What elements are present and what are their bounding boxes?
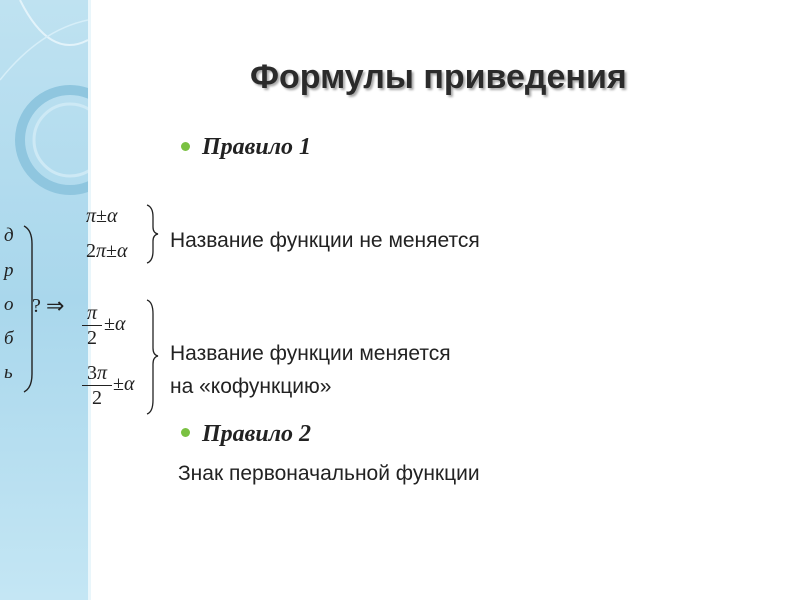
question-mark: ? <box>32 295 41 317</box>
vertical-letter-3: о <box>4 294 14 315</box>
vertical-letter-2: р <box>4 260 14 281</box>
pm-symbol: ± <box>113 373 124 395</box>
pm-symbol: ± <box>104 313 115 335</box>
pi-symbol: π <box>86 205 97 227</box>
formula-pi-pm-alpha <box>86 205 118 228</box>
alpha-symbol: α <box>123 373 135 395</box>
bullet-rule2 <box>181 428 190 437</box>
vertical-letter-5: ь <box>4 362 13 383</box>
three-pi <box>82 362 112 384</box>
bullet-rule1 <box>181 142 190 151</box>
formula-pm-alpha-2 <box>113 373 134 396</box>
alpha-symbol: α <box>114 313 126 335</box>
rule2-label: Правило 2 <box>202 421 312 447</box>
rule1-label: Правило 1 <box>202 134 312 160</box>
pm-symbol: ± <box>106 240 118 262</box>
pm-symbol: ± <box>96 205 108 227</box>
fraction-3pi-over-2 <box>82 362 112 409</box>
right-brace-b-icon <box>145 298 159 416</box>
pi-symbol: π <box>86 302 98 324</box>
pi-symbol: π <box>96 362 108 384</box>
formula-2pi-pm-alpha <box>86 240 128 263</box>
alpha-symbol: α <box>107 205 118 227</box>
formula-pm-alpha-1 <box>104 313 125 336</box>
two-number: 2 <box>87 327 97 349</box>
alpha-symbol: α <box>117 240 128 262</box>
three-number: 3 <box>86 362 97 384</box>
group-a-description: Название функции не меняется <box>170 229 480 252</box>
pi-symbol: π <box>96 240 107 262</box>
two-number: 2 <box>92 387 102 409</box>
fraction-bar <box>82 385 112 386</box>
two-number: 2 <box>86 240 96 262</box>
vertical-letter-1: д <box>4 225 14 246</box>
fraction-bar <box>82 325 102 326</box>
vertical-letter-4: б <box>4 328 14 349</box>
group-b-description-line1: Название функции меняется <box>170 342 451 365</box>
rule2-description: Знак первоначальной функции <box>178 462 480 485</box>
slide-title: Формулы приведения <box>250 58 627 96</box>
group-b-description-line2: на «кофункцию» <box>170 375 332 398</box>
fraction-pi-over-2 <box>82 302 102 349</box>
right-brace-a-icon <box>145 203 159 265</box>
sidebar-edge <box>88 0 91 600</box>
implies-arrow: ⇒ <box>46 293 65 318</box>
